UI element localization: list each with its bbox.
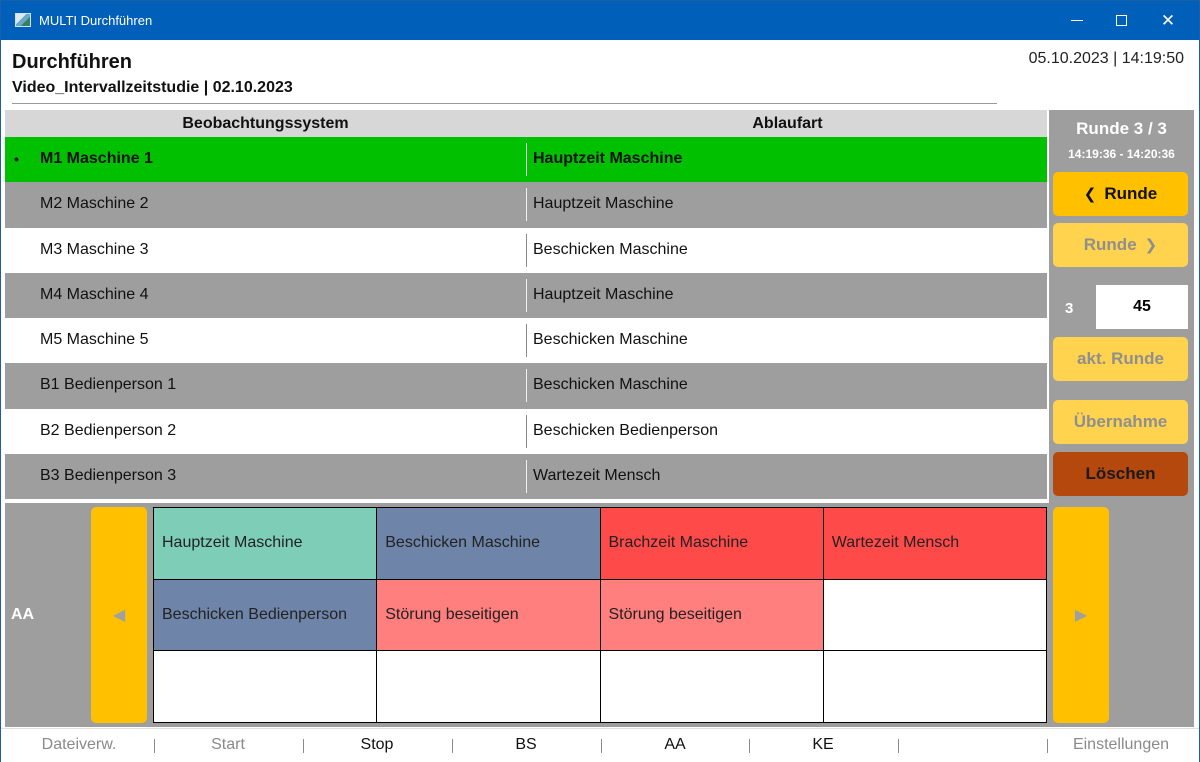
minimize-icon <box>1071 20 1083 21</box>
activity-cell-empty[interactable] <box>824 651 1046 722</box>
row-system: B1 Bedienperson 1 <box>40 376 177 394</box>
table-row[interactable] <box>5 137 1047 182</box>
page-subtitle: Video_Intervallzeitstudie | 02.10.2023 <box>12 79 293 96</box>
table-row[interactable] <box>5 318 1047 363</box>
table-row[interactable] <box>5 409 1047 454</box>
next-round-button[interactable] <box>1053 223 1188 267</box>
activity-grid <box>153 507 1047 723</box>
column-divider <box>526 369 527 402</box>
row-ablaufart: Hauptzeit Maschine <box>533 285 674 303</box>
activity-cell-empty[interactable] <box>601 651 823 722</box>
close-button[interactable] <box>1145 1 1191 40</box>
row-ablaufart: Hauptzeit Maschine <box>533 195 674 213</box>
activity-cell[interactable]: Störung beseitigen <box>601 580 823 651</box>
round-time-range: 14:19:36 - 14:20:36 <box>1068 147 1175 161</box>
round-panel <box>1049 110 1194 504</box>
round-title: Runde 3 / 3 <box>1076 119 1167 138</box>
table-row[interactable] <box>5 363 1047 408</box>
previous-round-label: Runde <box>1104 184 1158 203</box>
row-ablaufart: Beschicken Maschine <box>533 331 688 349</box>
row-system: B2 Bedienperson 2 <box>40 421 177 439</box>
activity-cell[interactable]: Beschicken Maschine <box>377 508 599 579</box>
activity-cell[interactable]: Störung beseitigen <box>377 580 599 651</box>
window-title: MULTI Durchführen <box>39 13 153 28</box>
column-divider <box>526 279 527 312</box>
menu-aa[interactable]: AA <box>664 736 686 753</box>
title-bar <box>1 1 1199 40</box>
previous-page-button[interactable] <box>91 507 147 723</box>
round-value-input[interactable] <box>1096 285 1188 329</box>
column-header-beobachtungssystem: Beobachtungssystem <box>182 115 349 132</box>
delete-button[interactable]: Löschen <box>1053 452 1188 496</box>
app-logo-icon <box>15 13 31 27</box>
header-divider <box>12 103 997 104</box>
menu-ke[interactable]: KE <box>812 736 834 753</box>
observation-table <box>5 110 1047 499</box>
triangle-left-icon: ◀ <box>112 607 126 624</box>
row-system: M3 Maschine 3 <box>40 240 149 258</box>
maximize-button[interactable] <box>1098 1 1144 40</box>
status-bar <box>1 728 1199 762</box>
triangle-right-icon: ▶ <box>1074 607 1088 624</box>
row-system: M4 Maschine 4 <box>40 285 149 303</box>
row-system: M5 Maschine 5 <box>40 331 149 349</box>
close-icon: ✕ <box>1160 10 1176 30</box>
activity-cell-empty[interactable] <box>377 651 599 722</box>
activity-cell[interactable]: Beschicken Bedienperson <box>154 580 376 651</box>
table-row[interactable] <box>5 454 1047 499</box>
round-number: 3 <box>1065 300 1074 317</box>
page-title: Durchführen <box>12 51 132 73</box>
table-header <box>5 110 1047 137</box>
row-system: B3 Bedienperson 3 <box>40 467 177 485</box>
activity-label: AA <box>11 606 35 623</box>
activity-cell[interactable]: Brachzeit Maschine <box>601 508 823 579</box>
activity-panel <box>5 503 1194 727</box>
activity-cell-empty[interactable] <box>824 580 1046 651</box>
row-ablaufart: Wartezeit Mensch <box>533 467 661 485</box>
activity-cell[interactable]: Wartezeit Mensch <box>824 508 1046 579</box>
column-divider <box>526 234 527 267</box>
column-divider <box>526 143 527 176</box>
table-row[interactable] <box>5 228 1047 273</box>
column-header-ablaufart: Ablaufart <box>752 115 823 132</box>
column-divider <box>526 188 527 221</box>
table-row[interactable] <box>5 273 1047 318</box>
row-system: M2 Maschine 2 <box>40 195 149 213</box>
row-ablaufart: Beschicken Maschine <box>533 376 688 394</box>
menu-stop[interactable]: Stop <box>360 736 394 753</box>
chevron-left-icon: ❮ <box>1083 186 1097 203</box>
row-ablaufart: Beschicken Maschine <box>533 240 688 258</box>
next-page-button[interactable] <box>1053 507 1109 723</box>
menu-einstellungen[interactable]: Einstellungen <box>1072 736 1170 753</box>
accept-button[interactable]: Übernahme <box>1053 400 1188 444</box>
row-system: M1 Maschine 1 <box>40 150 153 167</box>
column-divider <box>526 324 527 357</box>
column-divider <box>526 460 527 493</box>
menu-bs[interactable]: BS <box>515 736 537 753</box>
row-ablaufart: Beschicken Bedienperson <box>533 421 719 439</box>
maximize-icon <box>1116 15 1127 26</box>
current-round-button[interactable]: akt. Runde <box>1053 337 1188 381</box>
activity-cell-empty[interactable] <box>154 651 376 722</box>
table-row[interactable] <box>5 182 1047 227</box>
current-datetime: 05.10.2023 | 14:19:50 <box>1028 50 1184 67</box>
activity-cell[interactable]: Hauptzeit Maschine <box>154 508 376 579</box>
chevron-right-icon: ❯ <box>1144 237 1158 254</box>
menu-start[interactable]: Start <box>211 736 245 753</box>
previous-round-button[interactable] <box>1053 172 1188 216</box>
status-divider <box>898 739 899 753</box>
minimize-button[interactable] <box>1054 1 1100 40</box>
row-ablaufart: Hauptzeit Maschine <box>533 150 683 167</box>
column-divider <box>526 415 527 448</box>
menu-dateiverwaltung[interactable]: Dateiverw. <box>41 736 117 753</box>
next-round-label: Runde <box>1083 235 1137 254</box>
selected-bullet: • <box>14 151 19 167</box>
